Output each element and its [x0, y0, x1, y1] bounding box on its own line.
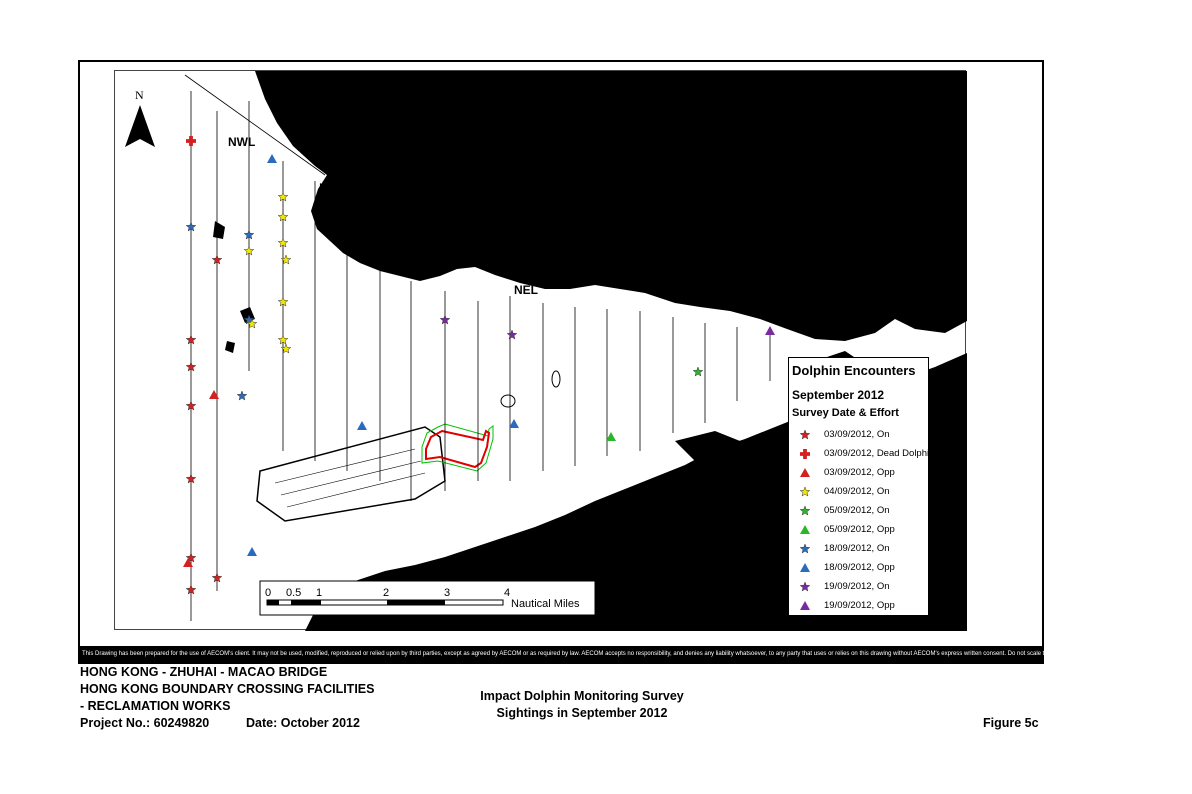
legend-title: Dolphin Encounters	[792, 363, 916, 378]
legend	[788, 357, 935, 616]
scale-tick-1: 1	[316, 587, 323, 599]
legend-section: Survey Date & Effort	[792, 407, 899, 419]
legend-symbol	[797, 466, 813, 480]
sighting-triangle-17	[209, 390, 219, 399]
sighting-star-28	[507, 330, 517, 339]
disclaimer: This Drawing has been prepared for the use of AECOM's client. It may not be used, modified, reproduced or relied upon by third parties, except as agreed by AECOM or as required by law. AECOM accepts no responsibility, and denies any liability whatsoever, to any party that uses or relies on this drawing without AECOM's express written consent. Do not scale this document. All measurements must be obtained from	[80, 646, 1044, 662]
drawing-title-2: Sightings in September 2012	[496, 706, 668, 720]
legend-cross-icon	[800, 449, 810, 459]
north-label: N	[135, 88, 144, 102]
islet-a	[552, 371, 560, 387]
legend-symbol	[797, 542, 813, 556]
islet-b	[501, 395, 515, 407]
scale-tick-2: 2	[383, 587, 390, 599]
legend-star-icon	[800, 582, 810, 591]
legend-item-label: 18/09/2012, Opp	[824, 562, 895, 573]
legend-triangle-icon	[800, 468, 810, 477]
legend-symbol	[797, 580, 813, 594]
legend-item-label: 03/09/2012, Dead Dolphin	[824, 448, 935, 459]
legend-triangle-icon	[800, 525, 810, 534]
title-line-2: HONG KONG BOUNDARY CROSSING FACILITIES	[80, 682, 375, 696]
legend-subtitle: September 2012	[792, 388, 885, 402]
legend-symbol	[797, 428, 813, 442]
legend-symbol	[797, 485, 813, 499]
legend-item-label: 05/09/2012, Opp	[824, 524, 895, 535]
figure-number: Figure 5c	[983, 716, 1039, 730]
legend-triangle-icon	[800, 563, 810, 572]
scale-tick-0-5: 0.5	[286, 587, 302, 599]
legend-item-label: 03/09/2012, On	[824, 429, 890, 440]
sighting-cross-0	[186, 136, 196, 146]
legend-symbol	[797, 504, 813, 518]
legend-item-label: 05/09/2012, On	[824, 505, 890, 516]
legend-item-label: 19/09/2012, Opp	[824, 600, 895, 611]
sighting-triangle-32	[765, 326, 775, 335]
legend-star-icon	[800, 430, 810, 439]
airport-island	[257, 427, 445, 521]
title-line-3: - RECLAMATION WORKS	[80, 699, 231, 713]
land-north	[255, 71, 967, 341]
north-arrow-icon	[125, 105, 155, 147]
island-1	[213, 221, 225, 239]
sighting-star-31	[693, 367, 703, 376]
legend-star-icon	[800, 544, 810, 553]
sighting-star-18	[237, 391, 247, 400]
drawing-date: Date: October 2012	[246, 716, 360, 730]
legend-star-icon	[800, 487, 810, 496]
project-number: Project No.: 60249820	[80, 716, 210, 730]
scale-tick-0: 0	[265, 587, 272, 599]
sighting-triangle-29	[509, 419, 519, 428]
title-line-1: HONG KONG - ZHUHAI - MACAO BRIDGE	[80, 665, 328, 679]
legend-item-label: 03/09/2012, Opp	[824, 467, 895, 478]
legend-triangle-icon	[800, 601, 810, 610]
legend-item-label: 04/09/2012, On	[824, 486, 890, 497]
scale-tick-3: 3	[444, 587, 451, 599]
legend-symbol	[797, 523, 813, 537]
sighting-triangle-25	[247, 547, 257, 556]
drawing-title-1: Impact Dolphin Monitoring Survey	[480, 689, 684, 703]
sighting-triangle-30	[606, 432, 616, 441]
legend-item-label: 18/09/2012, On	[824, 543, 890, 554]
nwl-label: NWL	[228, 135, 256, 149]
nel-label: NEL	[514, 283, 538, 297]
legend-symbol	[797, 561, 813, 575]
legend-star-icon	[800, 506, 810, 515]
scale-tick-4: 4	[504, 587, 511, 599]
scale-unit: Nautical Miles	[511, 598, 580, 610]
legend-symbol	[797, 599, 813, 613]
sighting-triangle-26	[357, 421, 367, 430]
island-2	[225, 341, 235, 353]
legend-symbol	[797, 447, 813, 461]
legend-item-label: 19/09/2012, On	[824, 581, 890, 592]
sighting-triangle-3	[267, 154, 277, 163]
